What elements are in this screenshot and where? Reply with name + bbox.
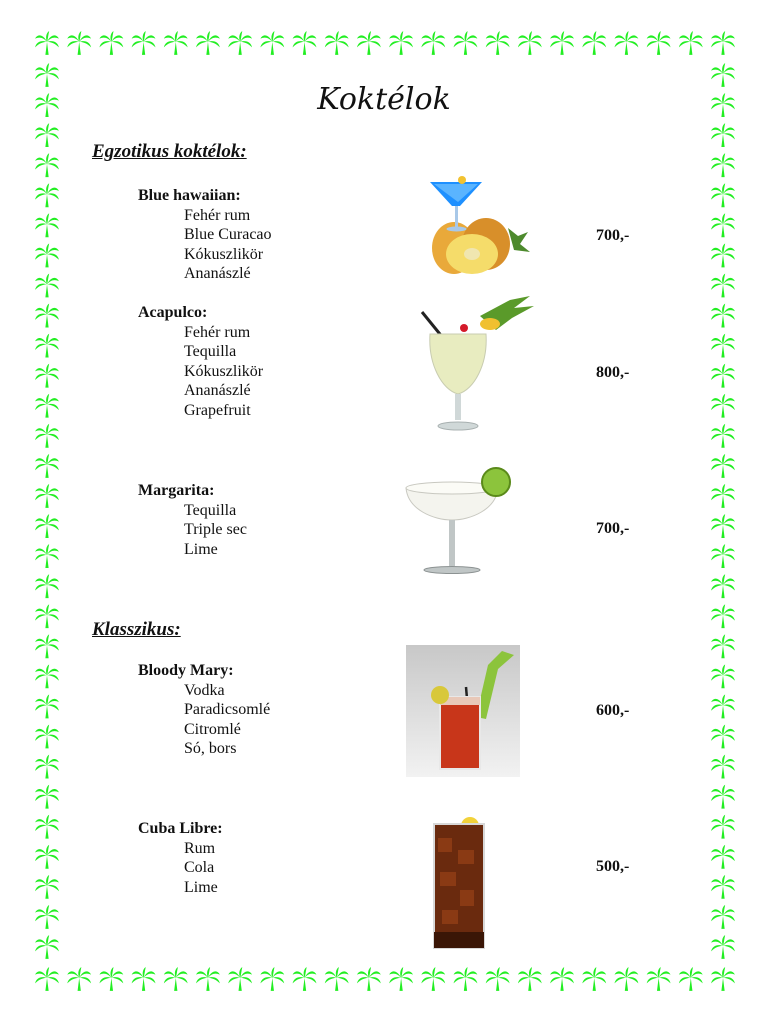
cocktail-name: Blue hawaiian: — [138, 187, 241, 204]
bloody-mary-image — [406, 645, 520, 777]
palm-tree-icon — [228, 31, 252, 55]
cocktail-name: Cuba Libre: — [138, 820, 223, 837]
palm-tree-icon — [582, 31, 606, 55]
ingredient: Fehér rum — [184, 323, 251, 341]
palm-tree-icon — [454, 31, 478, 55]
palm-tree-icon — [357, 31, 381, 55]
palm-tree-icon — [35, 905, 59, 929]
palm-tree-icon — [711, 785, 735, 809]
palm-tree-icon — [679, 31, 703, 55]
palm-tree-icon — [454, 967, 478, 991]
palm-tree-icon — [711, 514, 735, 538]
palm-tree-icon — [647, 967, 671, 991]
price-cuba-libre: 500,- — [596, 858, 630, 875]
palm-tree-icon — [99, 31, 123, 55]
ingredient: Lime — [184, 540, 218, 558]
palm-tree-icon — [35, 875, 59, 899]
palm-tree-icon — [711, 424, 735, 448]
palm-tree-icon — [196, 31, 220, 55]
palm-tree-icon — [293, 31, 317, 55]
palm-tree-icon — [711, 274, 735, 298]
palm-tree-icon — [389, 31, 413, 55]
palm-tree-icon — [711, 664, 735, 688]
page-title: Koktélok — [317, 82, 451, 117]
palm-tree-icon — [67, 31, 91, 55]
ingredient: Tequilla — [184, 501, 237, 519]
palm-tree-icon — [260, 31, 284, 55]
palm-tree-icon — [518, 31, 542, 55]
palm-tree-icon — [325, 31, 349, 55]
palm-tree-icon — [711, 304, 735, 328]
palm-tree-icon — [711, 935, 735, 959]
palm-tree-icon — [196, 967, 220, 991]
palm-tree-icon — [711, 364, 735, 388]
palm-tree-icon — [711, 213, 735, 237]
section-heading-classic: Klasszikus: — [92, 619, 181, 640]
palm-tree-icon — [35, 274, 59, 298]
palm-tree-icon — [711, 454, 735, 478]
price-bloody-mary: 600,- — [596, 702, 630, 719]
palm-tree-icon — [421, 967, 445, 991]
palm-tree-icon — [35, 815, 59, 839]
palm-tree-icon — [35, 604, 59, 628]
ingredient: Rum — [184, 839, 216, 857]
palm-tree-icon — [260, 967, 284, 991]
palm-tree-icon — [711, 183, 735, 207]
palm-tree-icon — [711, 484, 735, 508]
ingredient: Citromlé — [184, 720, 241, 738]
palm-tree-icon — [293, 967, 317, 991]
palm-tree-icon — [711, 31, 735, 55]
palm-tree-icon — [35, 31, 59, 55]
ingredient: Kókuszlikör — [184, 245, 264, 263]
palm-tree-icon — [35, 454, 59, 478]
palm-tree-icon — [711, 875, 735, 899]
cuba-libre-image — [430, 814, 490, 954]
ingredient: Cola — [184, 859, 215, 876]
price-blue-hawaiian: 700,- — [596, 227, 630, 244]
palm-tree-icon — [35, 664, 59, 688]
palm-tree-icon — [518, 967, 542, 991]
palm-tree-icon — [357, 967, 381, 991]
palm-tree-icon — [35, 364, 59, 388]
cocktail-name: Acapulco: — [138, 304, 208, 321]
palm-tree-icon — [711, 725, 735, 749]
cocktail-margarita — [138, 481, 247, 559]
palm-tree-icon — [132, 31, 156, 55]
cocktail-acapulco — [138, 303, 263, 420]
price-margarita: 700,- — [596, 520, 630, 537]
acapulco-image — [418, 294, 536, 436]
cocktail-name: Bloody Mary: — [138, 662, 234, 679]
ingredient: Fehér rum — [184, 206, 251, 224]
palm-tree-icon — [35, 183, 59, 207]
palm-tree-icon — [35, 213, 59, 237]
palm-tree-icon — [711, 755, 735, 779]
palm-tree-icon — [35, 935, 59, 959]
palm-tree-icon — [35, 695, 59, 719]
blue-hawaiian-image — [420, 172, 532, 276]
palm-tree-icon — [486, 967, 510, 991]
ingredient: Triple sec — [184, 521, 247, 538]
palm-tree-icon — [711, 845, 735, 869]
ingredient-list — [138, 501, 247, 560]
palm-tree-icon — [35, 544, 59, 568]
palm-tree-icon — [711, 604, 735, 628]
cocktail-name: Margarita: — [138, 482, 215, 499]
palm-tree-icon — [35, 845, 59, 869]
palm-tree-icon — [711, 634, 735, 658]
palm-tree-icon — [421, 31, 445, 55]
ingredient: Lime — [184, 878, 218, 896]
palm-tree-icon — [711, 544, 735, 568]
ingredient: Ananászlé — [184, 382, 251, 399]
palm-tree-icon — [35, 153, 59, 177]
palm-tree-icon — [711, 243, 735, 267]
palm-tree-icon — [711, 695, 735, 719]
palm-tree-icon — [35, 574, 59, 598]
ingredient-list — [138, 839, 223, 898]
cocktail-blue-hawaiian — [138, 186, 272, 284]
palm-tree-icon — [711, 815, 735, 839]
margarita-image — [404, 466, 520, 576]
palm-tree-icon — [582, 967, 606, 991]
ingredient: Kókuszlikör — [184, 362, 264, 380]
palm-tree-icon — [550, 31, 574, 55]
palm-tree-icon — [711, 123, 735, 147]
palm-tree-icon — [35, 785, 59, 809]
palm-tree-icon — [711, 153, 735, 177]
ingredient: Paradicsomlé — [184, 701, 271, 718]
palm-tree-icon — [679, 967, 703, 991]
ingredient-list — [138, 681, 270, 759]
section-heading-exotic: Egzotikus koktélok: — [92, 141, 247, 162]
ingredient: Vodka — [184, 681, 225, 699]
palm-tree-icon — [711, 394, 735, 418]
price-acapulco: 800,- — [596, 364, 630, 381]
palm-tree-icon — [35, 394, 59, 418]
palm-tree-icon — [711, 574, 735, 598]
cocktail-bloody-mary — [138, 661, 270, 759]
palm-tree-icon — [35, 123, 59, 147]
palm-tree-icon — [615, 31, 639, 55]
palm-tree-icon — [711, 905, 735, 929]
palm-tree-icon — [228, 967, 252, 991]
palm-tree-icon — [164, 967, 188, 991]
palm-tree-icon — [35, 967, 59, 991]
palm-tree-icon — [325, 967, 349, 991]
palm-tree-icon — [711, 334, 735, 358]
palm-tree-icon — [389, 967, 413, 991]
palm-tree-icon — [711, 967, 735, 991]
ingredient: Tequilla — [184, 343, 237, 360]
palm-tree-icon — [35, 484, 59, 508]
palm-tree-icon — [99, 967, 123, 991]
ingredient-list — [138, 206, 272, 284]
palm-tree-icon — [35, 424, 59, 448]
palm-tree-icon — [35, 304, 59, 328]
ingredient-list — [138, 323, 263, 421]
palm-tree-icon — [35, 334, 59, 358]
palm-tree-icon — [35, 243, 59, 267]
palm-tree-icon — [35, 634, 59, 658]
palm-tree-icon — [35, 755, 59, 779]
palm-tree-icon — [550, 967, 574, 991]
palm-tree-icon — [67, 967, 91, 991]
ingredient: Grapefruit — [184, 401, 251, 419]
palm-tree-icon — [35, 514, 59, 538]
ingredient: Blue Curacao — [184, 226, 272, 243]
palm-tree-icon — [615, 967, 639, 991]
palm-tree-icon — [164, 31, 188, 55]
palm-tree-icon — [35, 725, 59, 749]
ingredient: Só, bors — [184, 740, 237, 757]
ingredient: Ananászlé — [184, 265, 251, 282]
palm-tree-icon — [647, 31, 671, 55]
palm-tree-icon — [486, 31, 510, 55]
palm-tree-icon — [132, 967, 156, 991]
cocktail-cuba-libre — [138, 819, 223, 897]
